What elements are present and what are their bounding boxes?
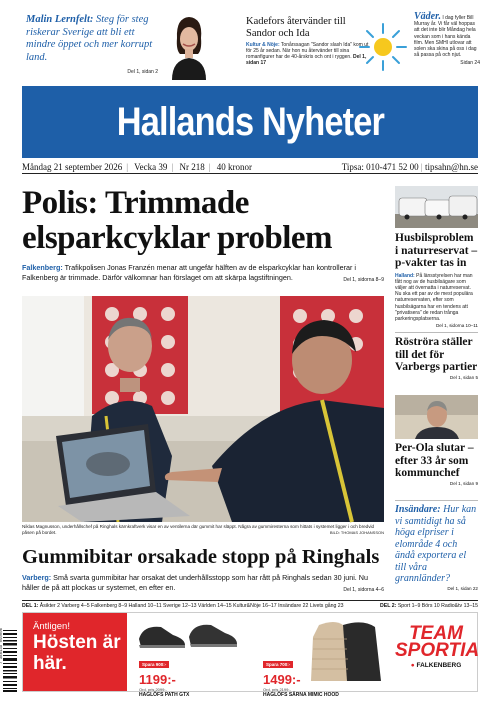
main-headline[interactable]: Polis: Trimmade elsparkcyklar problem	[22, 185, 333, 256]
story-text: På länsstyrelsen har man fått nog av de husbilsägare som väljer att övernatta i naturreservat. Nu ska ett par av de mest populära naturreservaten, efter som husbilsägarna har en tendens att "privatisera" de redan trånga parkeringsplatserna.	[395, 272, 473, 322]
story-husbil[interactable]	[395, 232, 478, 328]
teaser-weather[interactable]	[414, 11, 480, 67]
story-ref: Del 1, sidan 5	[449, 374, 478, 380]
letter-quote[interactable]	[395, 500, 478, 591]
brand-line1: TEAM	[409, 623, 463, 644]
ad-brand-logo[interactable]	[395, 623, 480, 669]
story-rostrora[interactable]	[395, 332, 478, 380]
ad-headline-panel	[23, 613, 127, 691]
second-headline[interactable]: Gummibitar orsakade stopp på Ringhals	[22, 546, 380, 568]
brand-city: FALKENBERG	[416, 662, 462, 669]
ad-orig-price: Ord. pris 2199:-	[263, 687, 291, 692]
tips-email[interactable]: tipsahn@hn.se	[424, 161, 478, 172]
teaser-kultur[interactable]	[246, 16, 374, 66]
teaser-title: Väder.	[414, 11, 441, 22]
index-del1-label: DEL 1:	[22, 602, 39, 609]
teaser-ref: Sidan 24	[460, 60, 480, 67]
teaser-kicker: Kultur & Nöje:	[246, 42, 280, 48]
photo-caption	[22, 524, 384, 536]
lede-place: Varberg:	[22, 573, 52, 582]
barcode-number: 7 388139 050006	[0, 628, 4, 665]
lede-place: Falkenberg:	[22, 263, 63, 272]
teaser-title: Kadefors återvänder till Sandor och Ida	[246, 16, 346, 39]
rv-photo[interactable]	[395, 186, 478, 228]
story-place: Halland:	[395, 272, 415, 279]
ad-product-name: HAGLÖFS PATH GTX	[139, 692, 190, 698]
ad-price: 1199:-	[139, 672, 176, 687]
ad-product-shoes[interactable]	[133, 617, 243, 698]
story-headline: Husbilsproblem i naturreservat – p-vakter tas in	[395, 232, 478, 269]
issue-date: Måndag 21 september 2026	[22, 161, 123, 172]
caption-text: Niklas Magnusson, underhållschef på Ringhals kärnkraftverk visar en av ventilerna där gummit har släppt. Några av gummiresterna som hittats i systemet ligger i och bredvid påsen på bordet.	[22, 524, 375, 535]
ad-save-badge: Spara 700:-	[263, 661, 293, 668]
second-lede	[22, 573, 384, 595]
story-headline: Per-Ola slutar – efter 33 år som kommunchef	[395, 442, 474, 479]
teaser-text: Tonårssagan "Sandor slash Ida" kom ut för 25 år sedan. När hon nu återvänder till sina romanfigurer har de 40-årskris och ont i ryggen.	[246, 42, 369, 60]
issue-week: Vecka 39	[134, 161, 168, 172]
quote-ref: Del 1, sidan 22	[447, 585, 478, 591]
lede-ref: Del 1, sidorna 8–9	[343, 277, 384, 283]
teaser-ref: Del 1, sidan 17	[246, 54, 367, 66]
masthead-title: Hallands Nyheter	[116, 99, 384, 144]
issue-number: Nr 218	[179, 161, 205, 172]
advertisement[interactable]	[22, 612, 480, 698]
ad-kicker: Äntligen!	[33, 621, 70, 632]
dateline: Måndag 21 september 2026 | Vecka 39 | Nr 218 | 40 kronor Tipsa: 010-471 52 00 | tipsahn@hn.se	[22, 160, 478, 174]
index-del2: Sport 1–9 Börs 10 Radio&tv 13–15	[397, 602, 478, 609]
story-per-ola[interactable]	[395, 442, 478, 486]
teaser-text: I dag fyller Bill Murray år. Vi får väl hoppas att det inte blir Måndag hela veckan som i hans kända film. Men SMHI utlovar att solen ska skina på oss i dag så passa på och njut.	[414, 15, 477, 59]
location-pin-icon: ●	[410, 662, 415, 669]
brand-line2: SPORTIA	[395, 640, 480, 661]
quote-text: Hur kan vi samtidigt ha så höga elpriser i elområde 4 och ändå exportera el till våra grannländer?	[395, 504, 477, 584]
section-index	[22, 600, 478, 610]
ad-save-badge: Spara 900:-	[139, 661, 169, 668]
quote-label: Insändare:	[395, 504, 441, 515]
main-lede	[22, 263, 384, 285]
issue-price: 40 kronor	[216, 161, 253, 172]
main-photo[interactable]	[22, 296, 384, 522]
index-del2-label: DEL 2:	[380, 602, 397, 609]
lede-text: Små svarta gummibitar har orsakat det underhållsstopp som har rått på Ringhals sedan 30 juni. Nu håller de på att plockas ur systemet, en efter en.	[22, 573, 368, 592]
ad-price: 1499:-	[263, 672, 301, 687]
ad-product-jacket[interactable]	[263, 617, 383, 698]
ad-headline: Hösten är här.	[33, 632, 121, 674]
teaser-column-lernfelt[interactable]	[26, 14, 158, 79]
story-ref: Del 1, sidan 9	[449, 480, 478, 486]
shoe-icon	[133, 617, 243, 651]
teaser-ref: Del 1, sidan 2	[127, 69, 158, 75]
per-ola-photo[interactable]	[395, 395, 478, 439]
lede-ref: Del 1, sidorna 4–6	[343, 587, 384, 593]
tips-phone: Tipsa: 010-471 52 00	[341, 161, 419, 172]
masthead[interactable]	[22, 86, 478, 158]
index-del1: Åsikter 2 Varberg 4–5 Falkenberg 8–9 Halland 10–11 Sverige 12–13 Världen 14–15 Kultur&Nöje 16–17 Insändare 22 Livets gång 23	[39, 602, 344, 609]
teaser-author: Malin Lernfelt:	[26, 14, 94, 25]
story-ref: Del 1, sidorna 10–11	[435, 323, 478, 329]
ad-product-name: HAGLÖFS SÄRNA MIMIC HOOD	[263, 692, 339, 698]
sun-icon	[356, 20, 410, 74]
lede-text: Trafikpolisen Jonas Franzén menar att ungefär hälften av de elsparkcyklar han kontrollerar i Falkenberg är trimmade. Därför välkomnar han förslaget om att skärpa lagstiftningen.	[22, 263, 356, 282]
story-headline: Röströra ställer till det för Varbergs partier	[395, 336, 478, 373]
ad-orig-price: Ord. pris 2099:-	[139, 687, 167, 692]
photo-byline: BILD: THOMAS JOHANSSON	[329, 530, 384, 535]
author-portrait	[158, 10, 220, 80]
teaser-text: Steg för steg riskerar Sverige att bli ett mindre öppet och mer korrupt land.	[26, 14, 153, 63]
